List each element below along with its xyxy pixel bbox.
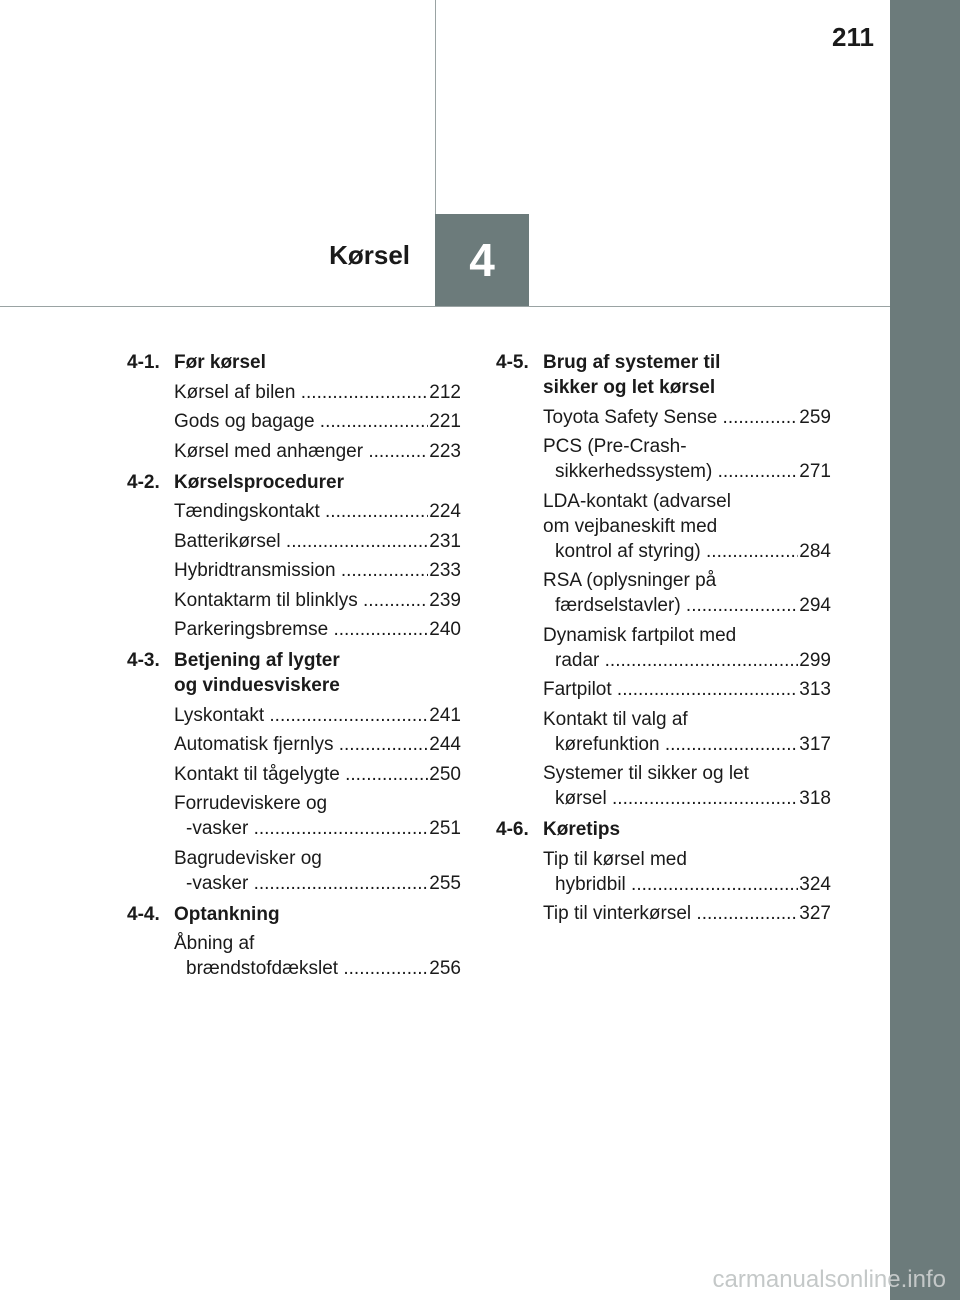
section-title	[174, 470, 461, 495]
section-title-line: sikker og let kørsel	[543, 377, 716, 398]
toc-entry-line: Kørsel med anhænger .....	[174, 441, 428, 462]
section-title-line: Før kørsel	[174, 352, 266, 373]
toc-entry-line: sikkerhedssystem) .....	[555, 461, 798, 482]
toc-entry-page: 317	[799, 733, 831, 755]
toc-entry-line: Kontakt til valg af	[543, 708, 688, 730]
toc-entry-line: Forrudeviskere og	[174, 793, 328, 814]
chapter-number-box: 4	[435, 214, 529, 306]
toc-entry-line: kørefunktion .....	[555, 734, 798, 755]
toc-section-heading	[496, 817, 831, 842]
toc-entry-line: Tip til kørsel med	[543, 848, 687, 870]
toc-entry-text	[174, 409, 428, 434]
toc-entry-text	[543, 489, 798, 564]
toc-entry-line: Tip til vinterkørsel .....	[543, 903, 798, 924]
toc-entry-text	[174, 931, 428, 981]
toc-entry-page: 256	[429, 958, 461, 979]
toc-entry-page: 271	[799, 461, 831, 482]
toc-entry-page: 223	[429, 440, 461, 462]
toc-entry[interactable]	[174, 439, 461, 464]
toc-entry-text	[174, 762, 428, 787]
toc-entry-line: brændstofdækslet .....	[186, 958, 428, 979]
toc-entry-line: Kontaktarm til blinklys .....	[174, 590, 428, 611]
section-title	[543, 350, 831, 400]
toc-entry[interactable]	[174, 588, 461, 613]
toc-section-heading	[496, 350, 831, 400]
section-number: 4-3.	[127, 650, 160, 671]
toc-entry-page: 250	[429, 763, 461, 785]
toc-entry-text	[174, 791, 428, 841]
toc-entry-page: 294	[799, 595, 831, 616]
toc-entry-text	[543, 623, 798, 673]
toc-entry[interactable]	[543, 434, 831, 484]
toc-entry[interactable]	[174, 732, 461, 757]
toc-entry-text	[174, 439, 428, 464]
toc-entry-line: Gods og bagage .....	[174, 411, 428, 432]
toc-section-heading	[127, 902, 461, 927]
toc-entry-text	[174, 499, 428, 524]
toc-entry-text	[543, 847, 798, 897]
toc-section-heading	[127, 470, 461, 495]
toc-entry-page: 259	[799, 406, 831, 428]
section-title	[174, 902, 461, 927]
toc-section-heading	[127, 350, 461, 375]
toc-entry-line: LDA-kontakt (advarsel	[543, 490, 731, 512]
section-title-line: Kørselsprocedurer	[174, 471, 345, 493]
toc-entry[interactable]	[543, 677, 831, 702]
toc-entry-text	[543, 901, 798, 926]
toc-entry-line: hybridbil .....	[555, 874, 798, 895]
toc-entry-text	[543, 677, 798, 702]
toc-entry[interactable]	[174, 380, 461, 405]
toc-entry-line: Toyota Safety Sense .....	[543, 407, 798, 428]
toc-entry-page: 244	[429, 734, 461, 755]
toc-entry-page: 327	[799, 903, 831, 924]
section-title-line: og vinduesviskere	[174, 675, 340, 696]
toc-entry-line: PCS (Pre-Crash-	[543, 436, 687, 457]
section-number: 4-4.	[127, 903, 160, 925]
toc-entry-page: 241	[429, 704, 461, 726]
toc-entry-page: 221	[429, 411, 461, 432]
toc-entry[interactable]	[174, 703, 461, 728]
section-title	[543, 817, 831, 842]
toc-entry-text	[174, 380, 428, 405]
toc-entry-line: Systemer til sikker og let	[543, 763, 749, 784]
toc-entry-text	[174, 558, 428, 583]
toc-left-column	[127, 350, 461, 981]
toc-entry-page: 233	[429, 560, 461, 581]
toc-entry-line: radar .....	[555, 650, 798, 671]
toc-entry-text	[174, 617, 428, 642]
toc-entry-text	[543, 707, 798, 757]
toc-entry-line: Kørsel af bilen .....	[174, 382, 428, 403]
toc-entry-page: 239	[429, 589, 461, 611]
section-number: 4-6.	[496, 819, 529, 840]
toc-entry-text	[174, 732, 428, 757]
section-title	[174, 648, 461, 698]
toc-entry-page: 212	[429, 381, 461, 403]
toc-entry-line: om vejbaneskift med	[543, 515, 718, 537]
section-title	[174, 350, 461, 375]
toc-entry-page: 224	[429, 501, 461, 522]
toc-entry-page: 313	[799, 679, 831, 700]
toc-entry[interactable]	[543, 568, 831, 618]
toc-entry[interactable]	[543, 623, 831, 673]
toc-entry[interactable]	[174, 499, 461, 524]
toc-entry-line: RSA (oplysninger på	[543, 570, 717, 591]
chapter-title: Kørsel	[329, 240, 410, 270]
toc-entry[interactable]	[174, 762, 461, 787]
toc-entry-line: Åbning af	[174, 933, 255, 954]
toc-entry-text	[174, 588, 428, 613]
toc-entry-text	[543, 434, 798, 484]
toc-entry-page: 318	[799, 788, 831, 809]
toc-entry[interactable]	[543, 901, 831, 926]
section-title-line: Betjening af lygter	[174, 650, 340, 671]
toc-entry-line: Kontakt til tågelygte .....	[174, 764, 428, 785]
section-number: 4-2.	[127, 471, 160, 493]
section-title-line: Køretips	[543, 819, 621, 840]
toc-entry-page: 231	[429, 530, 461, 552]
toc-entry-text	[543, 761, 798, 811]
toc-entry-line: Hybridtransmission .....	[174, 560, 428, 581]
section-number: 4-1.	[127, 352, 160, 373]
section-title-line: Brug af systemer til	[543, 352, 721, 373]
toc-entry-line: færdselstavler) .....	[555, 595, 798, 616]
toc-entry-line: Lyskontakt .....	[174, 705, 428, 726]
section-number: 4-5.	[496, 352, 529, 373]
toc-entry-text	[543, 568, 798, 618]
toc-entry[interactable]	[174, 617, 461, 642]
toc-entry[interactable]	[174, 409, 461, 434]
toc-entry[interactable]	[543, 761, 831, 811]
toc-entry-text	[174, 703, 428, 728]
toc-entry[interactable]	[174, 529, 461, 554]
toc-entry[interactable]	[543, 847, 831, 897]
toc-entry[interactable]	[174, 846, 461, 896]
toc-entry-page: 299	[799, 649, 831, 671]
toc-entry-page: 255	[429, 872, 461, 894]
watermark: carmanualsonline.info	[712, 1266, 946, 1293]
header-divider-vertical	[435, 0, 436, 214]
toc-entry-line: Dynamisk fartpilot med	[543, 624, 737, 646]
toc-entry-line: -vasker .....	[186, 873, 428, 894]
toc-entry-line: Automatisk fjernlys .....	[174, 734, 428, 755]
toc-entry-line: kørsel .....	[555, 788, 798, 809]
toc-entry[interactable]	[543, 707, 831, 757]
toc-entry-line: Tændingskontakt .....	[174, 501, 428, 522]
toc-entry-line: Batterikørsel .....	[174, 531, 428, 552]
toc-entry[interactable]	[174, 931, 461, 981]
toc-entry-page: 284	[799, 540, 831, 562]
toc-right-column	[496, 350, 831, 926]
toc-entry[interactable]	[174, 791, 461, 841]
toc-entry[interactable]	[174, 558, 461, 583]
toc-entry-line: Fartpilot .....	[543, 679, 798, 700]
toc-entry-text	[174, 529, 428, 554]
toc-entry-page: 324	[799, 873, 831, 895]
toc-entry[interactable]	[543, 405, 831, 430]
chapter-side-tab	[890, 0, 960, 1300]
page-number: 211	[832, 22, 874, 52]
toc-section-heading	[127, 648, 461, 698]
toc-entry-page: 251	[429, 818, 461, 839]
header-divider-horizontal	[0, 306, 890, 307]
toc-entry-line: -vasker .....	[186, 818, 428, 839]
toc-entry-line: Parkeringsbremse .....	[174, 619, 428, 640]
toc-entry-page: 240	[429, 619, 461, 640]
section-title-line: Optankning	[174, 903, 280, 925]
toc-entry-text	[543, 405, 798, 430]
toc-entry[interactable]	[543, 489, 831, 564]
toc-entry-line: Bagrudevisker og	[174, 847, 322, 869]
toc-entry-line: kontrol af styring) .....	[555, 541, 798, 562]
toc-entry-text	[174, 846, 428, 896]
